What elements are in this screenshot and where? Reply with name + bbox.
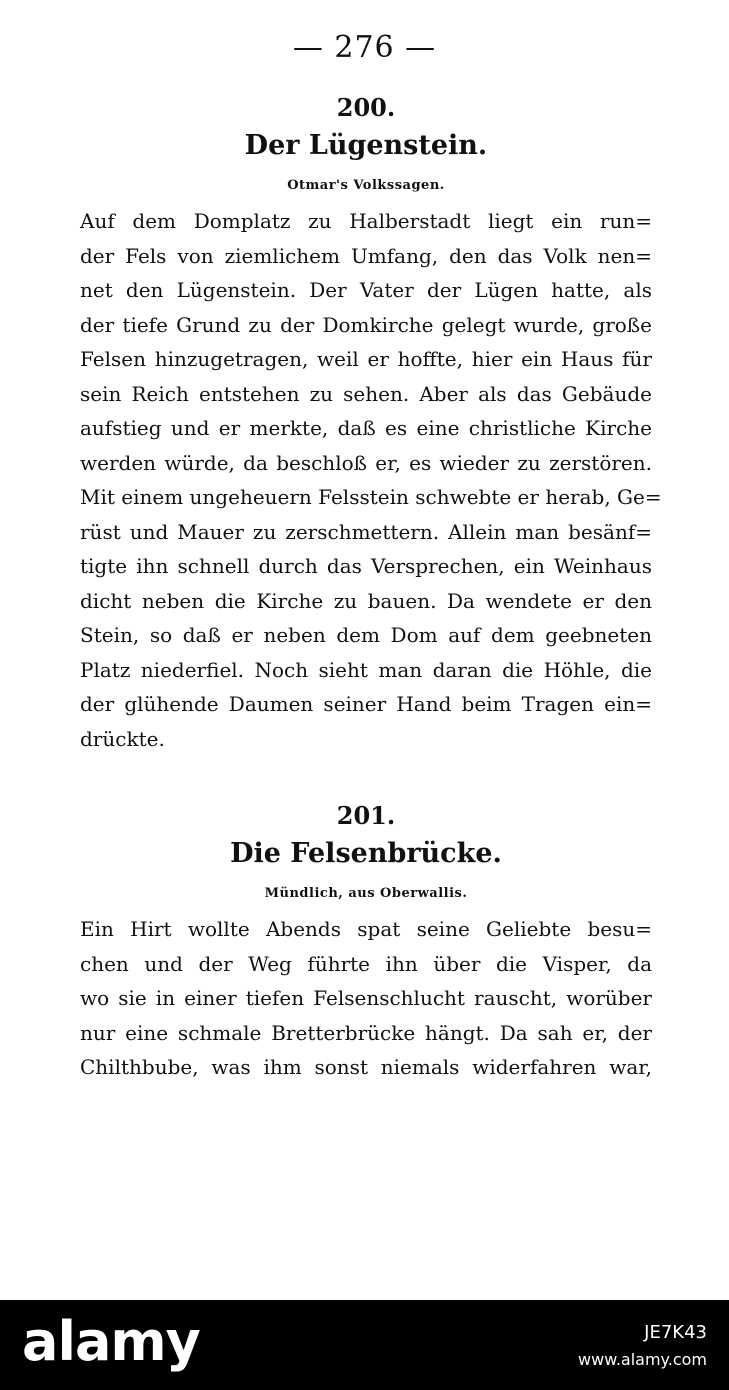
text-line: der tiefe Grund zu der Domkirche gelegt wurde, große: [80, 312, 652, 337]
text-line: dicht neben die Kirche zu bauen. Da wendete er den: [80, 588, 652, 613]
text-line: Platz niederfiel. Noch sieht man daran die Höhle, die: [80, 657, 652, 682]
story-body: [80, 204, 662, 756]
watermark-image-id: JE7K43: [644, 1322, 707, 1343]
text-line: Ein Hirt wollte Abends spat seine Geliebte besu=: [80, 917, 652, 941]
text-line: Stein, so daß er neben dem Dom auf dem geebneten: [80, 623, 652, 647]
text-line: der glühende Daumen seiner Hand beim Tragen ein=: [80, 692, 652, 716]
page-number: — 276 —: [292, 30, 437, 65]
story-200: [80, 92, 662, 756]
story-title: Die Felsenbrücke.: [230, 838, 502, 869]
story-source: Mündlich, aus Oberwallis.: [264, 886, 468, 901]
watermark-logo: alamy: [22, 1310, 200, 1373]
text-line: chen und der Weg führte ihn über die Visper, da: [80, 951, 652, 976]
text-line: tigte ihn schnell durch das Versprechen, ein Weinhaus: [80, 554, 652, 578]
story-source: Otmar's Volkssagen.: [287, 178, 445, 193]
text-line: der Fels von ziemlichem Umfang, den das Volk nen=: [80, 243, 652, 268]
text-line: aufstieg und er merkte, daß es eine christliche Kirche: [80, 416, 652, 440]
text-line: Mit einem ungeheuern Felsstein schwebte er herab, Ge=: [80, 485, 662, 509]
text-line: wo sie in einer tiefen Felsenschlucht rauscht, worüber: [80, 986, 652, 1010]
story-number: 201.: [336, 801, 396, 830]
text-line: drückte.: [80, 726, 165, 751]
story-body: [80, 912, 652, 1085]
text-line: werden würde, da beschloß er, es wieder zu zerstören.: [80, 450, 652, 475]
text-line: Chilthbube, was ihm sonst niemals widerfahren war,: [80, 1055, 652, 1079]
text-line: net den Lügenstein. Der Vater der Lügen hatte, als: [80, 278, 652, 302]
story-title: Der Lügenstein.: [244, 130, 488, 161]
text-line: Felsen hinzugetragen, weil er hoffte, hier ein Haus für: [80, 347, 652, 371]
text-line: nur eine schmale Bretterbrücke hängt. Da sah er, der: [80, 1020, 652, 1045]
story-number: 200.: [336, 93, 396, 122]
text-line: rüst und Mauer zu zerschmettern. Allein man besänf=: [80, 519, 652, 544]
text-line: Auf dem Domplatz zu Halberstadt liegt ein run=: [80, 209, 652, 233]
story-201: [80, 800, 652, 1085]
watermark-url: www.alamy.com: [578, 1350, 707, 1369]
text-line: sein Reich entstehen zu sehen. Aber als das Gebäude: [80, 381, 652, 406]
